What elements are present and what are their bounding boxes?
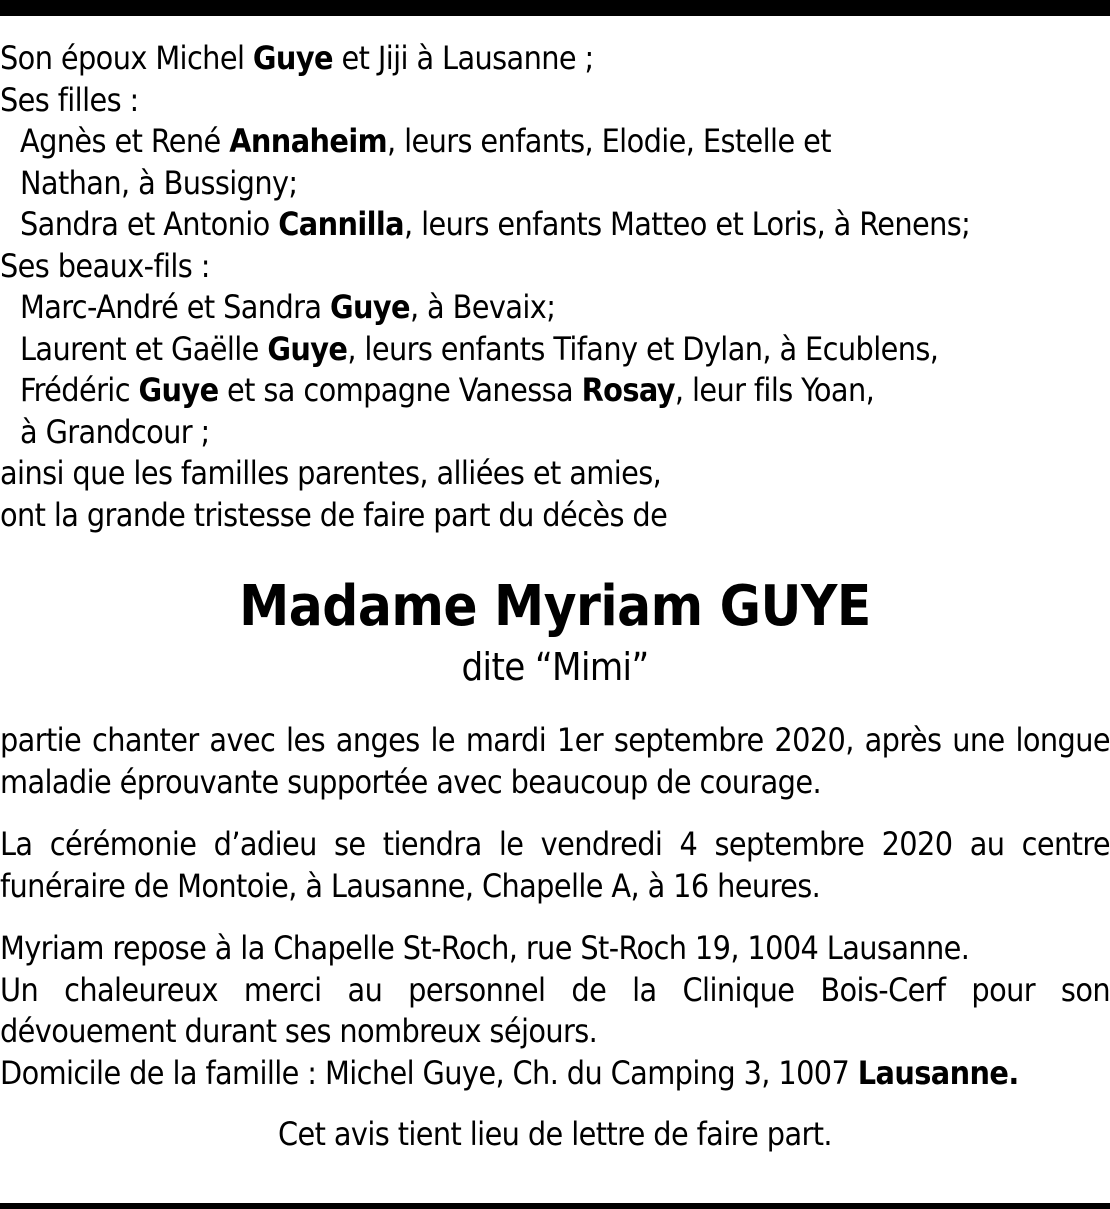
passing-paragraph: partie chanter avec les anges le mardi 1er septembre 2020, après une longue maladie éprouvante supportée avec beaucoup de courage. [0,721,1110,801]
family-address-line: Domicile de la famille : Michel Guye, Ch. du Camping 3, 1007 Lausanne. [0,1053,1019,1092]
top-border-rule [0,0,1110,16]
spouse-line: Son époux Michel Guye et Jiji à Lausanne ; [0,39,594,77]
deceased-name: Madame Myriam GUYE [239,574,871,639]
deceased-nickname: dite “Mimi” [461,645,649,689]
thanks-paragraph: Un chaleureux merci au personnel de la Clinique Bois-Cerf pour son dévouement durant ses nombreux séjours. [0,970,1110,1050]
obituary-notice [0,38,1110,1156]
son-line: Marc-André et Sandra Guye, à Bevaix; [20,288,556,326]
surname: Guye [138,371,219,409]
daughter-line: Sandra et Antonio Cannilla, leurs enfants Matteo et Loris, à Renens; [20,205,971,243]
deceased-block [0,572,1110,690]
city-name: Lausanne. [857,1053,1019,1092]
surname: Guye [267,329,348,368]
sons-in-law-heading: Ses beaux-fils : [0,246,210,285]
surname: Rosay [581,371,675,409]
resting-place-line: Myriam repose à la Chapelle St-Roch, rue St-Roch 19, 1004 Lausanne. [0,929,970,967]
surname: Annaheim [229,122,388,160]
announcement-line: ont la grande tristesse de faire part du décès de [0,495,668,534]
daughter-line-continued: Nathan, à Bussigny; [20,163,298,202]
ceremony-paragraph: La cérémonie d’adieu se tiendra le vendredi 4 septembre 2020 au centre funéraire de Montoie, à Lausanne, Chapelle A, à 16 heures. [0,825,1110,905]
bottom-border-rule [0,1203,1110,1209]
son-line: Laurent et Gaëlle Guye, leurs enfants Tifany et Dylan, à Ecublens, [20,329,939,368]
surname: Guye [252,39,333,77]
surname: Guye [329,288,410,326]
son-line-continued: à Grandcour ; [20,412,210,451]
daughter-line: Agnès et René Annaheim, leurs enfants, Elodie, Estelle et [20,122,831,160]
surname: Cannilla [278,205,404,243]
closing-note: Cet avis tient lieu de lettre de faire part. [278,1115,832,1153]
details-block [0,928,1110,1094]
daughters-heading: Ses filles : [0,80,139,119]
family-list [0,38,1110,536]
son-line: Frédéric Guye et sa compagne Vanessa Rosay, leur fils Yoan, [20,371,875,409]
extended-family-line: ainsi que les familles parentes, alliées et amies, [0,454,662,492]
